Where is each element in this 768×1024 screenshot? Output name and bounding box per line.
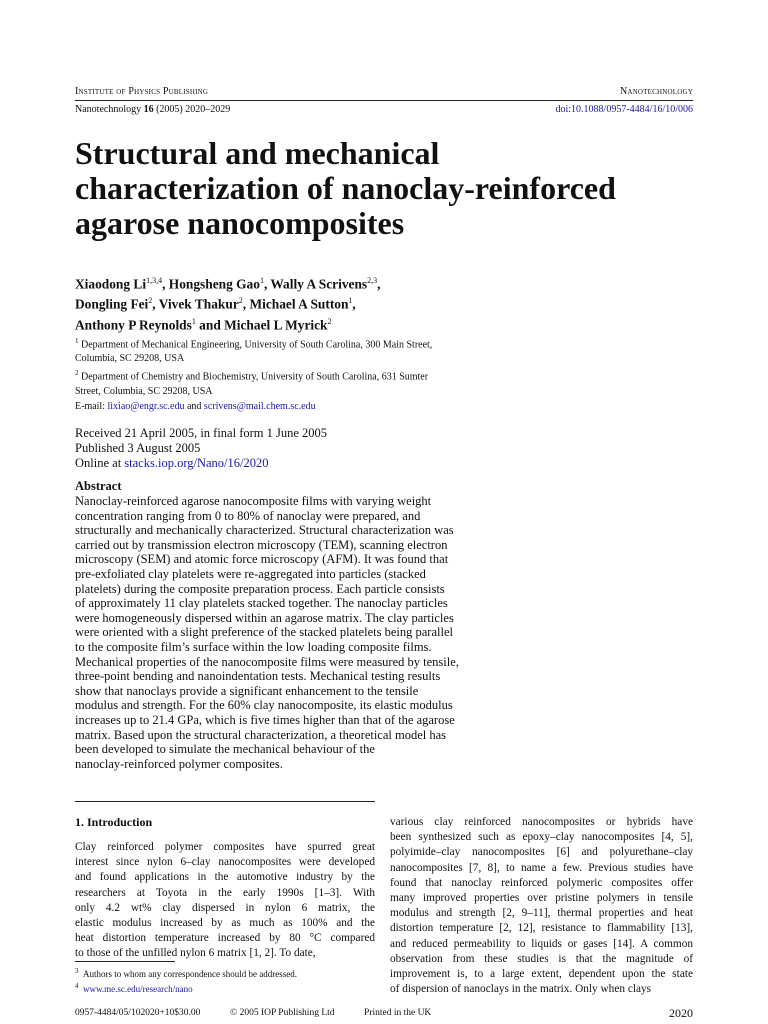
publisher-name: Institute of Physics Publishing [75, 86, 209, 97]
citation-suffix: (2005) 2020–2029 [153, 104, 231, 115]
author-separator: and [195, 317, 225, 333]
author-affil-mark: 2 [327, 316, 332, 326]
intro-line: modulus and strength [2, 9–11], thermal properties and heat [390, 907, 693, 920]
doi-link[interactable]: doi:10.1088/0957-4484/16/10/006 [555, 104, 693, 115]
abstract-line: structurally and mechanically characterized. Structural characterization was [75, 523, 454, 538]
intro-line: been synthesized such as epoxy–clay nanocomposites [4, 5], [390, 831, 693, 844]
author-affil-mark: 2 [238, 296, 243, 306]
intro-column-left [75, 840, 375, 962]
paper-title [75, 136, 695, 241]
intro-line: nanocomposites [7, 8], to name a few. Previous studies have [390, 861, 693, 874]
affiliation-2 [75, 366, 695, 398]
abstract-line: were homogeneously dispersed within an agarose matrix. The clay particles [75, 610, 454, 625]
intro-line: Clay reinforced polymer composites have spurred great [75, 841, 375, 853]
abstract-line: increases up to 21.4 GPa, which is five times higher than that of the agarose [75, 712, 455, 727]
abstract-line: platelets) during the composite preparation process. Each particle consists [75, 581, 445, 596]
published-date: Published 3 August 2005 [75, 441, 201, 455]
author-separator: , [242, 296, 250, 312]
author-name: Wally A Scrivens [270, 276, 368, 292]
intro-line: heat distortion temperature increased by 80 °C compared [75, 932, 375, 945]
author-name: Vivek Thakur [158, 296, 239, 312]
affiliation-1 [75, 334, 695, 366]
footnote-number: 3 [75, 967, 79, 975]
intro-line: many improved properties over pristine polymers in tensile [390, 891, 693, 904]
author-separator: , [352, 296, 356, 312]
intro-line: interest since nylon 6–clay nanocomposites were developed [75, 856, 375, 869]
abstract-line: three-point bending and nanoindentation tests. Mechanical testing results [75, 669, 441, 684]
author-affil-mark: 1 [191, 316, 196, 326]
intro-line: and found applications in the automotive industry by the [75, 871, 375, 884]
intro-line: of dispersion of nanoclays in the matrix. Only when clays [390, 983, 652, 996]
email-line [75, 401, 316, 412]
affil-line: Street, Columbia, SC 29208, USA [75, 385, 213, 397]
title-line: Structural and mechanical [75, 135, 440, 171]
section-divider [75, 801, 375, 802]
intro-line: only 4.2 wt% clay dispersed in nylon 6 matrix, the [75, 901, 375, 914]
abstract-line: been developed to simulate the mechanical behaviour of the [75, 742, 375, 757]
citation-prefix: Nanotechnology [75, 104, 144, 115]
abstract-body [75, 494, 459, 771]
printed-in: Printed in the UK [364, 1008, 432, 1018]
author-name: Dongling Fei [75, 296, 149, 312]
intro-line: to those of the unfilled nylon 6 matrix [1, 2]. To date, [75, 947, 316, 960]
author-list [75, 272, 695, 333]
footnote-4 [75, 980, 297, 995]
affil-number: 2 [75, 369, 79, 378]
footnote-rule [75, 961, 175, 962]
author-affil-mark: 1 [259, 276, 264, 285]
author-name: Michael A Sutton [249, 296, 349, 312]
intro-line: distortion temperature [2, 12], resistance to flammability [13], [390, 922, 693, 935]
email-link-li[interactable]: lixiao@engr.sc.edu [107, 401, 185, 412]
affil-line: Department of Mechanical Engineering, University of South Carolina, 300 Main Street, [81, 339, 433, 351]
footnotes [75, 965, 297, 995]
intro-line: polyimide–clay nanocomposites [6] and polyurethane–clay [390, 846, 693, 859]
intro-line: observation from these studies is that the magnitude of [390, 952, 693, 965]
citation-volume: 16 [143, 104, 154, 115]
journal-name: Nanotechnology [619, 86, 693, 97]
abstract-line: Mechanical properties of the nanocomposite films were measured by tensile, [75, 654, 459, 669]
title-line: agarose nanocomposites [75, 205, 405, 241]
affil-number: 1 [75, 337, 79, 345]
abstract-line: Nanoclay-reinforced agarose nanocomposite films with varying weight [75, 494, 432, 508]
intro-column-right [390, 815, 693, 997]
author-separator: , [377, 276, 381, 292]
footnote-3 [75, 965, 297, 980]
affil-line: Columbia, SC 29208, USA [75, 353, 185, 365]
author-separator: , [162, 276, 169, 292]
affiliations [75, 334, 695, 399]
email-joiner: and [184, 401, 204, 412]
online-label: Online at [75, 456, 125, 470]
author-name: Xiaodong Li [75, 276, 147, 292]
abstract-line: concentration ranging from 0 to 80% of nanoclay were prepared, and [75, 508, 421, 523]
abstract-line: to the composite film’s surface within the low loading composite films. [75, 639, 432, 654]
article-code: 0957-4484/05/102020+10$30.00 [75, 1008, 201, 1018]
author-separator: , [152, 296, 159, 312]
intro-line: and reduced permeability to liquids or gases [14]. A common [390, 937, 693, 950]
affil-line: Department of Chemistry and Biochemistry, University of South Carolina, 631 Sumter [81, 371, 429, 383]
abstract-line: were oriented with a slight preference of the stacked platelets being parallel [75, 625, 453, 640]
copyright: © 2005 IOP Publishing Ltd [230, 1008, 335, 1018]
author-affil-mark: 1,3,4 [146, 276, 163, 285]
abstract-line: matrix. Based upon the structural characterization, a theoretical model has [75, 727, 447, 742]
intro-line: elastic modulus increased by as much as 100% and the [75, 916, 375, 929]
abstract-heading: Abstract [75, 479, 122, 493]
page-number: 2020 [669, 1006, 693, 1020]
author-name: Anthony P Reynolds [75, 317, 192, 333]
abstract-line: of approximately 11 clay platelets stacked together. The nanoclay particles [75, 596, 448, 611]
abstract-line: carried out by transmission electron microscopy (TEM), scanning electron [75, 537, 448, 552]
footnote-text: Authors to whom any correspondence should be addressed. [83, 969, 297, 979]
section-heading-introduction: 1. Introduction [75, 815, 153, 829]
intro-line: researchers at Toyota in the early 1990s [1–3]. With [75, 886, 375, 899]
intro-line: improvement is, to a large extent, dependent upon the state [390, 967, 693, 980]
intro-line: various clay reinforced nanocomposites or hybrids have [390, 816, 693, 828]
author-affil-mark: 2,3 [367, 276, 378, 285]
author-affil-mark: 2 [148, 296, 153, 306]
abstract-line: modulus and strength. For the 60% clay nanocomposite, its elastic modulus [75, 698, 453, 713]
abstract-line: show that nanoclays provide a significant enhancement to the tensile [75, 683, 419, 698]
header-rule [75, 100, 693, 101]
email-label: E-mail: [75, 401, 108, 412]
publication-dates [75, 426, 327, 471]
received-date: Received 21 April 2005, in final form 1 June 2005 [75, 426, 328, 440]
author-separator: , [263, 276, 271, 292]
citation-line [75, 104, 230, 115]
author-name: Michael L Myrick [224, 317, 328, 333]
abstract-line: nanoclay-reinforced polymer composites. [75, 756, 283, 771]
abstract-line: microscopy (SEM) and atomic force microscopy (AFM). It was found that [75, 552, 449, 567]
footnote-number: 4 [75, 982, 79, 990]
author-affil-mark: 1 [348, 296, 353, 306]
abstract-line: pre-exfoliated clay platelets were re-aggregated into particles (stacked [75, 566, 426, 581]
email-link-scrivens[interactable]: scrivens@mail.chem.sc.edu [203, 401, 316, 412]
intro-line: found that nanoclay reinforced polymeric composites offer [390, 876, 693, 889]
author-name: Hongsheng Gao [168, 276, 260, 292]
footnote-link[interactable]: www.me.sc.edu/research/nano [83, 984, 193, 994]
online-link[interactable]: stacks.iop.org/Nano/16/2020 [124, 456, 269, 470]
title-line: characterization of nanoclay-reinforced [75, 170, 616, 206]
online-line [75, 456, 327, 471]
